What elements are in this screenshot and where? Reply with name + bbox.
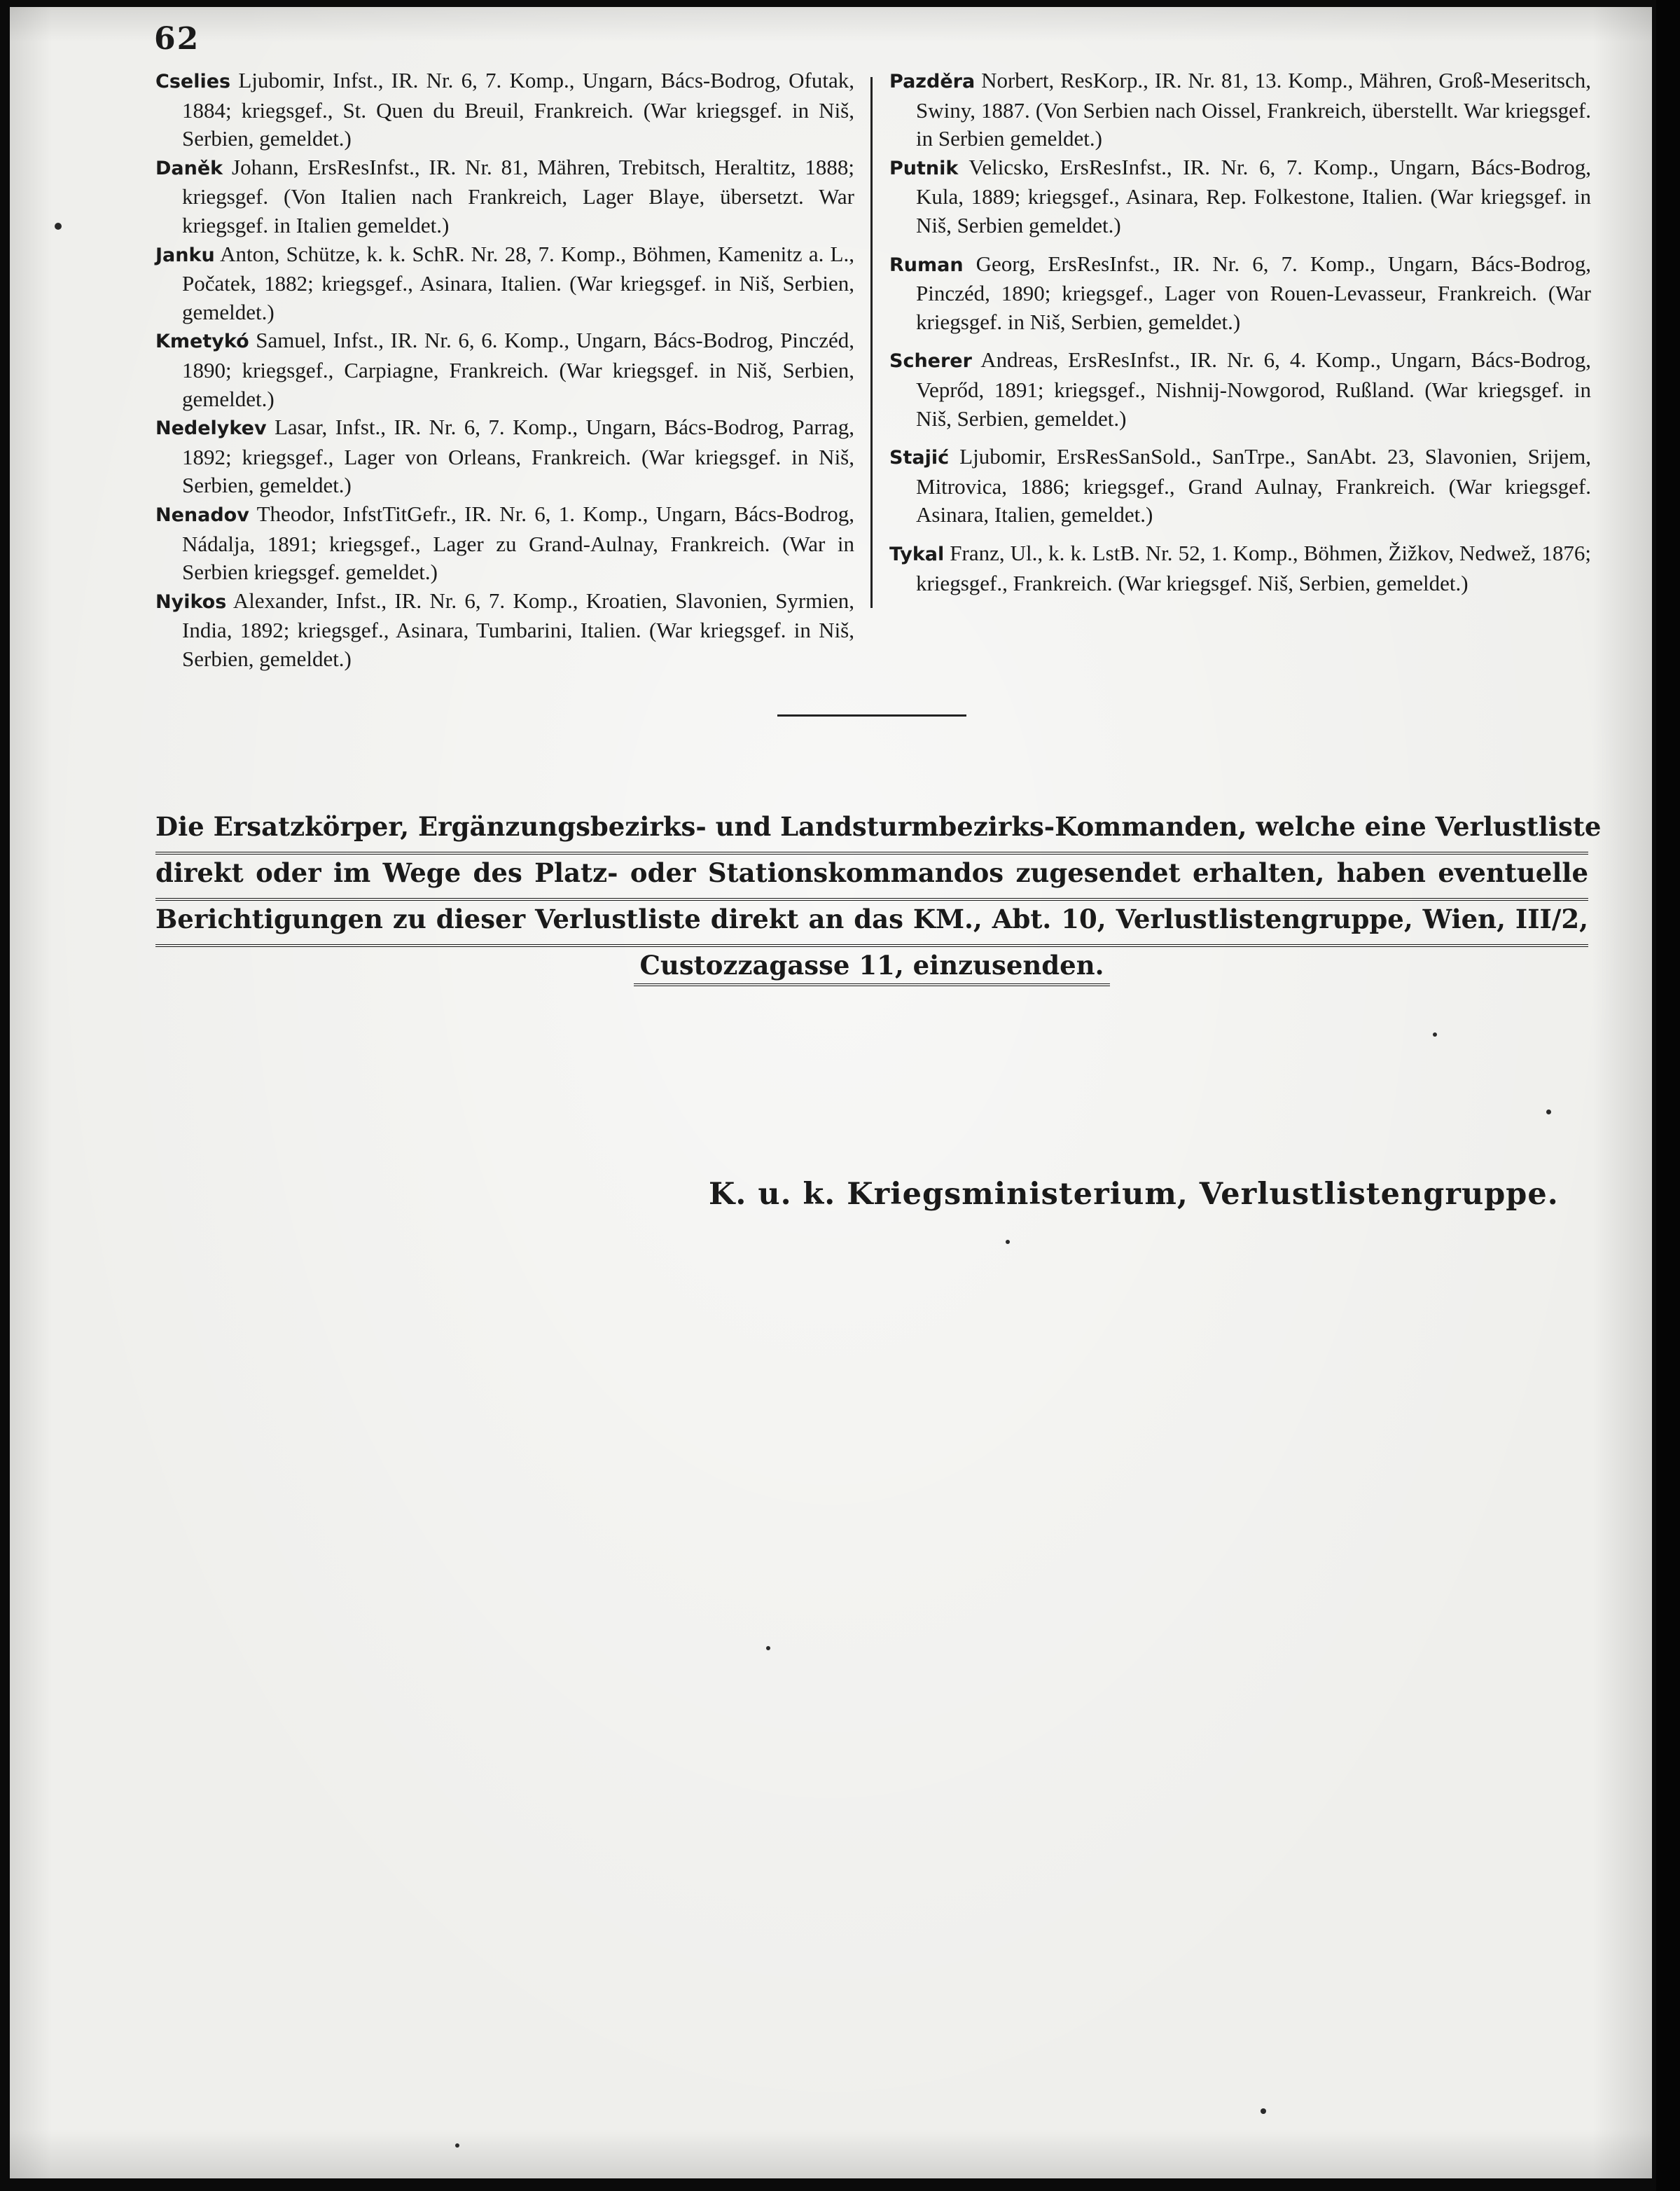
entry-surname: Cselies: [155, 71, 231, 92]
notice-line: Custozzagasse 11, einzusenden.: [634, 947, 1110, 986]
entry-surname: Stajić: [889, 447, 950, 469]
entry-details: Lasar, Infst., IR. Nr. 6, 7. Komp., Ungarn, Bács-Bodrog, Parrag, 1892; kriegsgef., Lager von Orleans, Frankreich. (War kriegsgef. in Niš, Serbien, gemeldet.): [182, 415, 854, 498]
list-entry: [889, 250, 1591, 337]
list-entry: [889, 443, 1591, 530]
scan-speck: [1433, 1032, 1437, 1037]
list-entry: [155, 67, 854, 153]
entry-surname: Pazděra: [889, 71, 976, 92]
scan-speck: [766, 1646, 770, 1650]
entry-details: Ljubomir, Infst., IR. Nr. 6, 7. Komp., Ungarn, Bács-Bodrog, Ofutak, 1884; kriegsgef., St. Quen du Breuil, Frankreich. (War kriegsgef. in Niš, Serbien, gemeldet.): [182, 68, 854, 151]
scan-speck: [455, 2143, 459, 2148]
list-entry: [155, 587, 854, 674]
notice-line: Berichtigungen zu dieser Verlustliste direkt an das KM., Abt. 10, Verlustlistengruppe, Wien, III/2,: [155, 901, 1588, 947]
entry-surname: Daněk: [155, 157, 223, 179]
entry-surname: Putnik: [889, 157, 959, 179]
scan-speck: [1546, 1110, 1551, 1114]
entry-details: Andreas, ErsResInfst., IR. Nr. 6, 4. Komp., Ungarn, Bács-Bodrog, Veprőd, 1891; kriegsgef., Nishnij-Nowgorod, Rußland. (War kriegsgef. in Niš, Serbien, gemeldet.): [916, 347, 1591, 431]
section-divider: [777, 714, 966, 717]
list-entry: [155, 153, 854, 240]
left-column: [155, 67, 854, 673]
notice-line: Die Ersatzkörper, Ergänzungsbezirks- und Landsturmbezirks-Kommanden, welche eine Verlustliste: [155, 808, 1588, 855]
entry-details: Samuel, Infst., IR. Nr. 6, 6. Komp., Ungarn, Bács-Bodrog, Pinczéd, 1890; kriegsgef., Carpiagne, Frankreich. (War kriegsgef. in Niš, Serbien, gemeldet.): [182, 328, 854, 411]
list-entry: [889, 67, 1591, 153]
right-column: [889, 67, 1591, 597]
page-number: 62: [154, 21, 200, 57]
entry-details: Norbert, ResKorp., IR. Nr. 81, 13. Komp., Mähren, Groß-Meseritsch, Swiny, 1887. (Von Serbien nach Oissel, Frankreich, überstellt. War kriegsgef. in Serbien gemeldet.): [916, 68, 1591, 151]
entry-surname: Kmetykó: [155, 331, 249, 353]
signature: K. u. k. Kriegsministerium, Verlustlistengruppe.: [709, 1177, 1559, 1212]
entry-surname: Scherer: [889, 350, 972, 373]
entry-surname: Tykal: [889, 543, 945, 565]
entry-surname: Nyikos: [155, 590, 227, 613]
list-entry: [155, 326, 854, 413]
entry-surname: Nedelykev: [155, 417, 267, 440]
entry-details: Theodor, InfstTitGefr., IR. Nr. 6, 1. Komp., Ungarn, Bács-Bodrog, Nádalja, 1891; kriegsgef., Lager zu Grand-Aulnay, Frankreich. (War in Serbien kriegsgef. gemeldet.): [182, 501, 854, 585]
list-entry: [155, 500, 854, 587]
list-entry: [889, 346, 1591, 433]
entry-details: Georg, ErsResInfst., IR. Nr. 6, 7. Komp., Ungarn, Bács-Bodrog, Pinczéd, 1890; kriegsgef., Lager von Rouen-Levasseur, Frankreich. (War kriegsgef. in Niš, Serbien, gemeldet.): [916, 251, 1592, 334]
entry-details: Anton, Schütze, k. k. SchR. Nr. 28, 7. Komp., Böhmen, Kamenitz a. L., Počatek, 1882; kriegsgef., Asinara, Italien. (War kriegsgef. in Niš, Serbien, gemeldet.): [182, 241, 854, 324]
notice-line: direkt oder im Wege des Platz- oder Stationskommandos zugesendet erhalten, haben eventuelle: [155, 855, 1588, 901]
entry-surname: Ruman: [889, 254, 964, 276]
entry-surname: Nenadov: [155, 504, 249, 526]
entry-details: Johann, ErsResInfst., IR. Nr. 81, Mähren, Trebitsch, Heraltitz, 1888; kriegsgef. (Von Italien nach Frankreich, Lager Blaye, übersetzt. War kriegsgef. in Italien gemeldet.): [182, 154, 854, 237]
scan-speck: [1261, 2108, 1266, 2114]
entry-details: Ljubomir, ErsResSanSold., SanTrpe., SanAbt. 23, Slavonien, Srijem, Mitrovica, 1886; kriegsgef., Grand Aulnay, Frankreich. (War kriegsgef. Asinara, Italien, gemeldet.): [916, 444, 1591, 527]
entry-details: Velicsko, ErsResInfst., IR. Nr. 6, 7. Komp., Ungarn, Bács-Bodrog, Kula, 1889; kriegsgef., Asinara, Rep. Folkestone, Italien. (War kriegsgef. in Niš, Serbien gemeldet.): [916, 154, 1591, 237]
entry-surname: Janku: [155, 244, 215, 266]
list-entry: [155, 413, 854, 500]
corrections-notice: [155, 808, 1602, 986]
scan-binding-edge: [1656, 0, 1680, 2191]
scan-speck: [55, 223, 62, 230]
list-entry: [889, 153, 1591, 240]
entry-details: Alexander, Infst., IR. Nr. 6, 7. Komp., Kroatien, Slavonien, Syrmien, India, 1892; kriegsgef., Asinara, Tumbarini, Italien. (War kriegsgef. in Niš, Serbien, gemeldet.): [182, 588, 854, 671]
list-entry: [889, 539, 1591, 597]
list-entry: [155, 240, 854, 327]
entry-details: Franz, Ul., k. k. LstB. Nr. 52, 1. Komp., Böhmen, Žižkov, Nedwež, 1876; kriegsgef., Frankreich. (War kriegsgef. Niš, Serbien, gemeldet.): [916, 540, 1591, 595]
scan-speck: [1006, 1240, 1010, 1244]
column-divider: [870, 77, 873, 608]
